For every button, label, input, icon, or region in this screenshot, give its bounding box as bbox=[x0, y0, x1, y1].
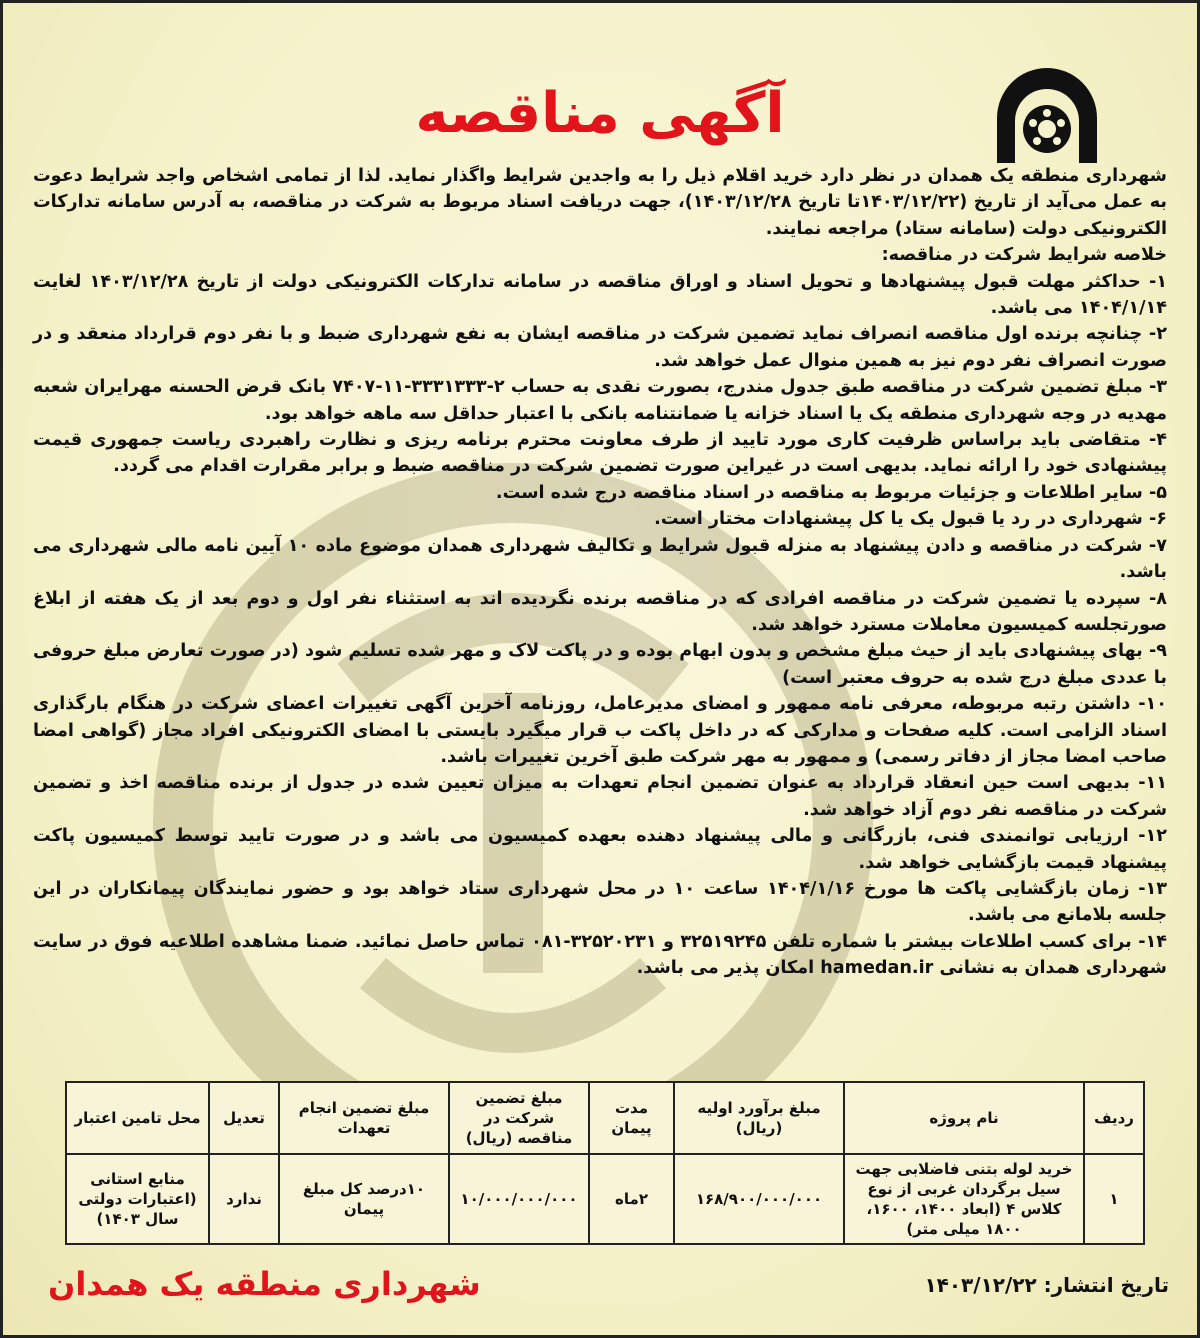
condition-item: ۳- مبلغ تضمین شرکت در مناقصه طبق جدول مندرج، بصورت نقدی به حساب ۲-۳۳۳۱۳۳۳-۱۱-۷۴۰۷ بانک قرض الحسنه مهرایران شعبه مهدیه در وجه شهرداری منطقه یک یا اسناد خزانه یا ضمانتنامه بانکی با اعتبار حداقل سه ماهه خواهد بود. bbox=[33, 377, 1168, 424]
condition-item: ۱۳- زمان بازگشایی پاکت ها مورخ ۱۴۰۴/۱/۱۶ ساعت ۱۰ در محل شهرداری ستاد خواهد بود و حضور نمایندگان پیمانکاران در این جلسه بلامانع می باشد. bbox=[33, 878, 1167, 926]
cell-funding: منابع استانی (اعتبارات دولتی سال ۱۴۰۳) bbox=[66, 1154, 209, 1244]
publish-date: تاریخ انتشار: ۱۴۰۳/۱۲/۲۲ bbox=[924, 1273, 1169, 1297]
header-duration: مدت پیمان bbox=[589, 1082, 674, 1154]
table-row bbox=[66, 1154, 1144, 1244]
header-performance-guarantee: مبلغ تضمین انجام تعهدات bbox=[279, 1082, 449, 1154]
condition-item: ۱۱- بدیهی است حین انعقاد قرارداد به عنوان تضمین انجام تعهدات به میزان تعیین شده در جدول از برنده مناقصه اخذ و تضمین شرکت در مناقصه نفر دوم آزاد خواهد شد. bbox=[33, 773, 1167, 820]
condition-item: ۸- سپرده یا تضمین شرکت در مناقصه افرادی که در مناقصه برنده نگردیده اند به استثناء نفر اول و دوم بعد از یک هفته از ابلاغ صورتجلسه کمیسیون معاملات مسترد خواهد شد. bbox=[33, 588, 1167, 635]
organization-name: شهرداری منطقه یک همدان bbox=[48, 1265, 481, 1303]
cell-bid-guarantee: ۱۰/۰۰۰/۰۰۰/۰۰۰ bbox=[449, 1154, 589, 1244]
intro-paragraph: شهرداری منطقه یک همدان در نظر دارد خرید اقلام ذیل را به واجدین شرایط واگذار نماید. لذا از تمامی اشخاص واجد شرایط دعوت به عمل می‌آید از تاریخ (۱۴۰۳/۱۲/۲۲تا تاریخ ۱۴۰۳/۱۲/۲۸)، جهت دریافت اسناد مربوط به شرکت در مناقصه، به آدرس سامانه تدارکات الکترونیکی دولت (سامانه ستاد) مراجعه نمایند. bbox=[33, 166, 1168, 239]
summary-heading: خلاصه شرایط شرکت در مناقصه: bbox=[881, 245, 1167, 266]
notice-body bbox=[33, 163, 1167, 982]
condition-item: ۲- چنانچه برنده اول مناقصه انصراف نماید تضمین شرکت در مناقصه ایشان به نفع شهرداری ضبط و با نفر دوم قرارداد منعقد و در صورت انصراف نفر دوم نیز به همین منوال عمل خواهد شد. bbox=[33, 324, 1167, 371]
table-header-row bbox=[66, 1082, 1144, 1154]
page-title: آگهی مناقصه bbox=[415, 81, 785, 146]
condition-item: ۱۴- برای کسب اطلاعات بیشتر با شماره تلفن ۳۲۵۱۹۲۴۵ و ۳۲۵۲۰۲۳۱-۰۸۱ تماس حاصل نمائید. ضمنا مشاهده اطلاعیه فوق در سایت شهرداری همدان به نشانی hamedan.ir امکان پذیر می باشد. bbox=[33, 931, 1167, 979]
condition-item: ۴- متقاضی باید براساس ظرفیت کاری مورد تایید از طرف معاونت محترم برنامه ریزی و نظارت راهبردی ریاست جمهوری قیمت پیشنهادی خود را ارائه نماید. بدیهی است در غیراین صورت تضمین شرکت در مناقصه ضبط و برابر مقرارت اقدام می گردد. bbox=[33, 430, 1167, 477]
cell-estimate: ۱۶۸/۹۰۰/۰۰۰/۰۰۰ bbox=[674, 1154, 844, 1244]
header-bid-guarantee: مبلغ تضمین شرکت در مناقصه (ریال) bbox=[449, 1082, 589, 1154]
condition-item: ۱۲- ارزیابی توانمندی فنی، بازرگانی و مالی پیشنهاد دهنده بعهده کمیسیون می باشد و در صورت تایید توسط کمیسیون پاکت پیشنهاد قیمت بازگشایی خواهد شد. bbox=[33, 826, 1167, 873]
condition-item: ۶- شهرداری در رد یا قبول یک یا کل پیشنهادات مختار است. bbox=[654, 509, 1167, 530]
header-adjustment: تعدیل bbox=[209, 1082, 279, 1154]
header-funding: محل تامین اعتبار bbox=[66, 1082, 209, 1154]
cell-project: خرید لوله بتنی فاضلابی جهت سیل برگردان غربی از نوع کلاس ۴ (ابعاد ۱۴۰۰، ۱۶۰۰، ۱۸۰۰ میلی متر) bbox=[844, 1154, 1084, 1244]
cell-duration: ۲ماه bbox=[589, 1154, 674, 1244]
condition-item: ۱۰- داشتن رتبه مربوطه، معرفی نامه ممهور و امضای مدیرعامل، روزنامه آخرین آگهی تغییرات اعضای شرکت در هنگام بارگذاری اسناد الزامی است. کلیه صفحات و مدارکی که در داخل پاکت ب قرار میگیرد بایستی با امضای الکترونیکی افراد مجاز (گواهی امضا صاحب امضا مجاز از دفاتر رسمی) و ممهور به مهر شرکت طبق آخرین تغییرات باشد. bbox=[33, 694, 1167, 767]
cell-performance-guarantee: ۱۰درصد کل مبلغ پیمان bbox=[279, 1154, 449, 1244]
condition-item: ۵- سایر اطلاعات و جزئیات مربوط به مناقصه در اسناد مناقصه درج شده است. bbox=[495, 482, 1167, 503]
header bbox=[3, 63, 1197, 163]
condition-item: ۱- حداکثر مهلت قبول پیشنهادها و تحویل اسناد و اوراق مناقصه در سامانه تدارکات الکترونیکی دولت از تاریخ ۱۴۰۳/۱۲/۲۸ لغایت ۱۴۰۴/۱/۱۴ می باشد. bbox=[33, 271, 1167, 319]
condition-item: ۷- شرکت در مناقصه و دادن پیشنهاد به منزله قبول شرایط و تکالیف شهرداری همدان موضوع ماده ۱۰ آیین نامه مالی شهرداری می باشد. bbox=[33, 535, 1167, 583]
header-row-number: ردیف bbox=[1084, 1082, 1144, 1154]
condition-item: ۹- بهای پیشنهادی باید از حیث مبلغ مشخص و بدون ابهام بوده و در پاکت لاک و مهر شده تسلیم شود (در صورت تعارض مبلغ حروفی با عددی مبلغ درج شده به حروف معتبر است) bbox=[33, 641, 1167, 688]
cell-row-number: ۱ bbox=[1084, 1154, 1144, 1244]
header-project: نام پروژه bbox=[844, 1082, 1084, 1154]
cell-adjustment: ندارد bbox=[209, 1154, 279, 1244]
tender-table bbox=[65, 1081, 1145, 1245]
header-estimate: مبلغ برآورد اولیه (ریال) bbox=[674, 1082, 844, 1154]
